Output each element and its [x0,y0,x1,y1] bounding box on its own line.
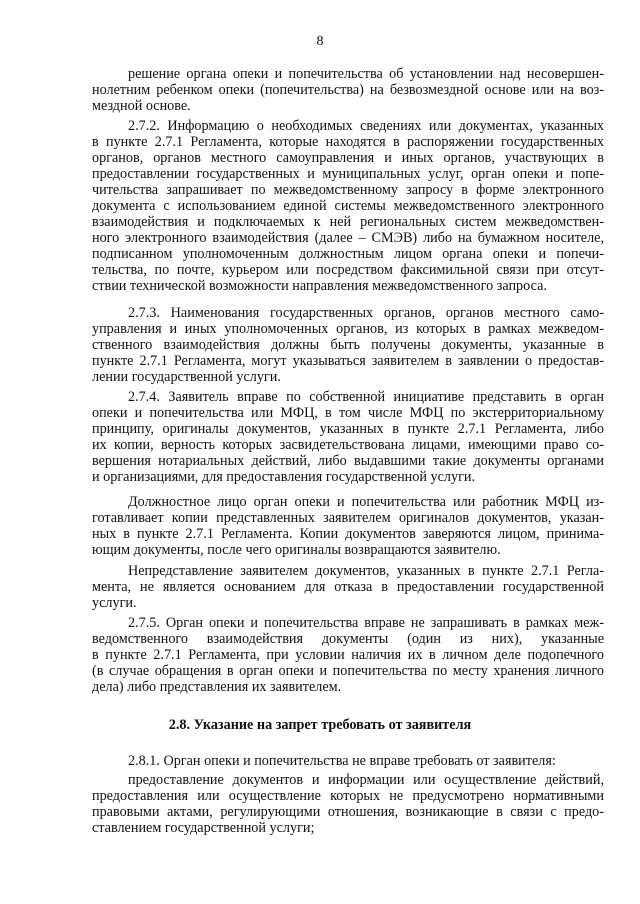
text-line: и организациями, для предоставления государственной услуги. [92,469,476,485]
text-line: мездной основе. [92,98,191,114]
text-line: чительства запрашивает по межведомственному запросу в форме электронного [92,182,604,198]
text-line: услуги. [92,595,137,611]
text-line: 2.7.2. Информацию о необходимых сведениях или документах, указанных [128,118,604,134]
text-line: в пункте 2.7.1 Регламента, при условии наличия их в личном деле подопечного [92,647,604,663]
paragraph-requirement-item [92,772,604,836]
text-line: документа с использованием единой системы межведомственного электронного [92,198,604,214]
text-line: Непредставление заявителем документов, указанных в пункте 2.7.1 Регла- [128,563,604,579]
text-line: органов, органов местного самоуправления и иных органов, участвующих в [92,150,604,166]
paragraph-2-7-5 [92,615,604,695]
text-line: готавливает копии представленных заявителем оригиналов документов, указан- [92,510,604,526]
text-line: правовыми актами, регулирующими отношения, возникающие в связи с предо- [92,804,604,820]
text-line: взаимодействия и подключаемых к ней региональных систем межведомствен- [92,214,604,230]
text-line: ставлением государственной услуги; [92,820,315,836]
text-line: в пункте 2.7.1 Регламента, которые находятся в распоряжении государственных [92,134,604,150]
text-line: нолетним ребенком опеки (попечительства) на безвозмездной основе или на воз- [92,82,604,98]
text-line: мента, не является основанием для отказа в предоставлении государственной [92,579,604,595]
paragraph-2-7-3 [92,305,604,385]
text-line: управления и иных уполномоченных органов, из которых в рамках межведом- [92,321,604,337]
text-line: ведомственного взаимодействия документы (один из них), указанные [92,631,604,647]
text-line: подписанном уполномоченным должностным лицом органа опеки и попечи- [92,246,604,262]
text-line: предоставление документов и информации или осуществление действий, [128,772,604,788]
text-line: опеки и попечительства или МФЦ, в том числе МФЦ по экстерриториальному [92,405,604,421]
paragraph-2-7-2 [92,118,604,294]
text-line: ного электронного взаимодействия (далее – СМЭВ) либо на бумажном носителе, [92,230,604,246]
paragraph-continuation [92,66,604,114]
paragraph-official-copies [92,494,604,558]
text-line: принципу, оригиналы документов, указанных в пункте 2.7.1 Регламента, либо [92,421,604,437]
text-line: их копии, верность которых засвидетельствована лицами, имеющими право со- [92,437,604,453]
text-line: 2.7.5. Орган опеки и попечительства вправе не запрашивать в рамках меж- [128,615,604,631]
text-line: 2.7.3. Наименования государственных органов, органов местного само- [128,305,604,321]
text-line: решение органа опеки и попечительства об установлении над несовершен- [128,66,604,82]
text-line: ных в пункте 2.7.1 Регламента. Копии документов заверяются лицом, принима- [92,526,604,542]
page-number: 8 [316,34,324,49]
text-line: предоставлении государственных и муниципальных услуг, орган опеки и попе- [92,166,604,182]
paragraph-2-7-4 [92,389,604,485]
text-line: ствии технической возможности направления межведомственного запроса. [92,278,547,294]
text-line: ющим документы, после чего оригиналы возвращаются заявителю. [92,542,501,558]
text-line: вершения нотариальных действий, либо выдавшими такие документы органами [92,453,604,469]
text-line: 2.8.1. Орган опеки и попечительства не вправе требовать от заявителя: [128,753,556,769]
text-line: (в случае обращения в орган опеки и попечительства по месту хранения личного [92,663,604,679]
text-line: ственного взаимодействия должны быть получены документы, указанные в [92,337,604,353]
paragraph-non-submission [92,563,604,611]
text-line: пункте 2.7.1 Регламента, могут указываться заявителем в заявлении о предостав- [92,353,604,369]
text-line: Должностное лицо орган опеки и попечительства или работник МФЦ из- [128,494,604,510]
text-line: 2.7.4. Заявитель вправе по собственной инициативе представить в орган [128,389,604,405]
text-line: дела) либо представления их заявителем. [92,679,342,695]
text-line: предоставления или осуществление которых не предусмотрено нормативными [92,788,604,804]
paragraph-2-8-1 [92,753,604,769]
section-heading: 2.8. Указание на запрет требовать от заявителя [168,717,472,733]
text-line: лении государственной услуги. [92,369,281,385]
text-line: тельства, по почте, курьером или посредством факсимильной связи при отсут- [92,262,604,278]
